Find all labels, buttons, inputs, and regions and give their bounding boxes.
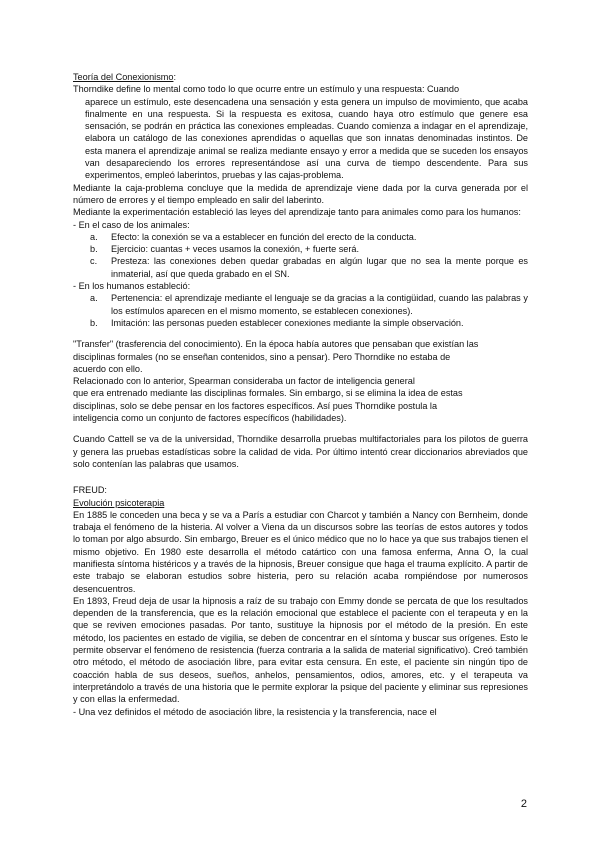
spacer	[73, 329, 528, 338]
paragraph-leyes: Mediante la experimentación estableció las leyes del aprendizaje tanto para animales como para los humanos:	[73, 207, 521, 218]
paragraph-intro-continuation: aparece un estímulo, este desencadena una sensación y esta genera un impulso de movimiento, que acaba finalmente en una respuesta. Si la respuesta es exitosa, cuando haya otro estímulo que genere esa sensación, se podrán en práctica las conexiones empleadas. Cuando comienza a indagar en el aprendizaje, elabora un catálogo de las conexiones aprendidas o aquellas que son innatas denominadas instintos. De esta manera el aprendizaje animal se realiza mediante ensayo y error a medida que se suceden los ensayos van desapareciendo los errores representándose así una curva de tiempo descendente. Para sus experimentos, empleó laberintos, pruebas y las cajas-problema.	[85, 96, 528, 181]
spearman-line-3: disciplinas, solo se debe pensar en los factores específicos. Así pues Thorndike postula la	[73, 400, 438, 411]
spacer	[73, 470, 528, 484]
paragraph-intro: Thorndike define lo mental como todo lo que ocurre entre un estímulo y una respuesta: Cuando	[73, 84, 460, 95]
subsection-title: Evolución psicoterapia	[73, 497, 165, 508]
section-title-conexionismo: Teoría del Conexionismo:	[73, 72, 176, 82]
list-item: a. Pertenencia: el aprendizaje mediante el lenguaje se da gracias a la contigüidad, cuando las palabras y los estímulos aparecen en el mismo momento, se establecen conexiones).	[90, 293, 528, 316]
page-content	[73, 71, 528, 718]
spearman-line-1: Relacionado con lo anterior, Spearman consideraba un factor de inteligencia general	[73, 376, 415, 387]
transfer-line-3: acuerdo con ello.	[73, 363, 143, 374]
spearman-line-2: que era entrenado mediante las disciplinas formales. Sin embargo, si se elimina la idea de estas	[73, 388, 463, 399]
animales-heading: - En el caso de los animales:	[73, 219, 190, 230]
list-item: a. Efecto: la conexión se va a establecer en función del erecto de la conducta.	[90, 231, 417, 242]
transfer-line-2: disciplinas formales (no se enseñan contenidos, sino a pensar). Pero Thorndike no estaba de	[73, 351, 451, 362]
page-number: 2	[520, 798, 527, 810]
list-item: b. Ejercicio: cuantas + veces usamos la conexión, + fuerte será.	[90, 244, 360, 255]
paragraph-freud-1: En 1885 le conceden una beca y se va a París a estudiar con Charcot y también a Nancy con Bernheim, donde trabaja el fenómeno de la histeria. Al volver a Viena da un discursos sobre las teorías de estos autores y todos lo toman por algo absurdo. Sin embargo, Breuer es el único médico que no lo hace ya que sus trabajos tienen el mismo objetivo. En 1980 este desarrolla el método catártico con una famosa enferma, Anna O, la cual manifiesta síntoma histéricos y a través de la hipnosis, Breuer consigue que haga el trauma explícito. A partir de este trabajo se elaboran estudios sobre histeria, pero su relación acaba rompiéndose por numerosos desencuentros.	[73, 509, 528, 594]
spearman-line-4: inteligencia como un conjunto de factores específicos (habilidades).	[73, 413, 347, 424]
humanos-heading: - En los humanos estableció:	[73, 281, 191, 292]
animales-list	[73, 231, 528, 280]
spacer	[73, 424, 528, 433]
paragraph-freud-3: - Una vez definidos el método de asociación libre, la resistencia y la transferencia, nace el	[73, 706, 437, 717]
section-title-text: Teoría del Conexionismo	[73, 72, 174, 82]
section-title-freud: FREUD:	[73, 485, 107, 496]
humanos-list	[73, 292, 528, 329]
paragraph-freud-2: En 1893, Freud deja de usar la hipnosis a raíz de su trabajo con Emmy donde se percata de que los resultados dependen de la transferencia, que es la relación emocional que establece el paciente con el terapeuta y en la que se reviven emociones pasadas. Por tanto, sustituye la hipnosis por el método de la presión. En este método, los pacientes en estado de vigilia, se deben de concentrar en el síntoma y buscar sus orígenes. Esto le permite observar el fenómeno de resistencia (fuerza contraria a la salida de material significativo). Creó también otro método, el método de asociación libre, para evitar esta censura. En este, el paciente sin ningún tipo de coacción habla de sus deseos, sueños, anhelos, pensamientos, odios, amores, etc. y el terapeuta va interpretándolo a través de una historia que le permite explorar la psique del paciente y eliminar sus represiones y con ellas la enfermedad.	[73, 595, 528, 705]
transfer-line-1: "Transfer" (trasferencia del conocimiento). En la época había autores que pensaban que existían las	[73, 339, 479, 350]
list-item: c. Presteza: las conexiones deben quedar grabadas en algún lugar que no sea la mente porque es inmaterial, así que queda grabado en el SN.	[90, 256, 528, 279]
paragraph-caja-problema: Mediante la caja-problema concluye que la medida de aprendizaje viene dada por la curva generada por el número de errores y el tiempo empleado en salir del laberinto.	[73, 182, 528, 205]
list-item: b. Imitación: las personas pueden establecer conexiones mediante la simple observación.	[90, 317, 464, 328]
paragraph-cattell: Cuando Cattell se va de la universidad, Thorndike desarrolla pruebas multifactoriales para los pilotos de guerra y genera las pruebas estadísticas sobre la calidad de vida. Por último intentó crear diccionarios abreviados que solo contenían las palabras que usamos.	[73, 434, 528, 469]
